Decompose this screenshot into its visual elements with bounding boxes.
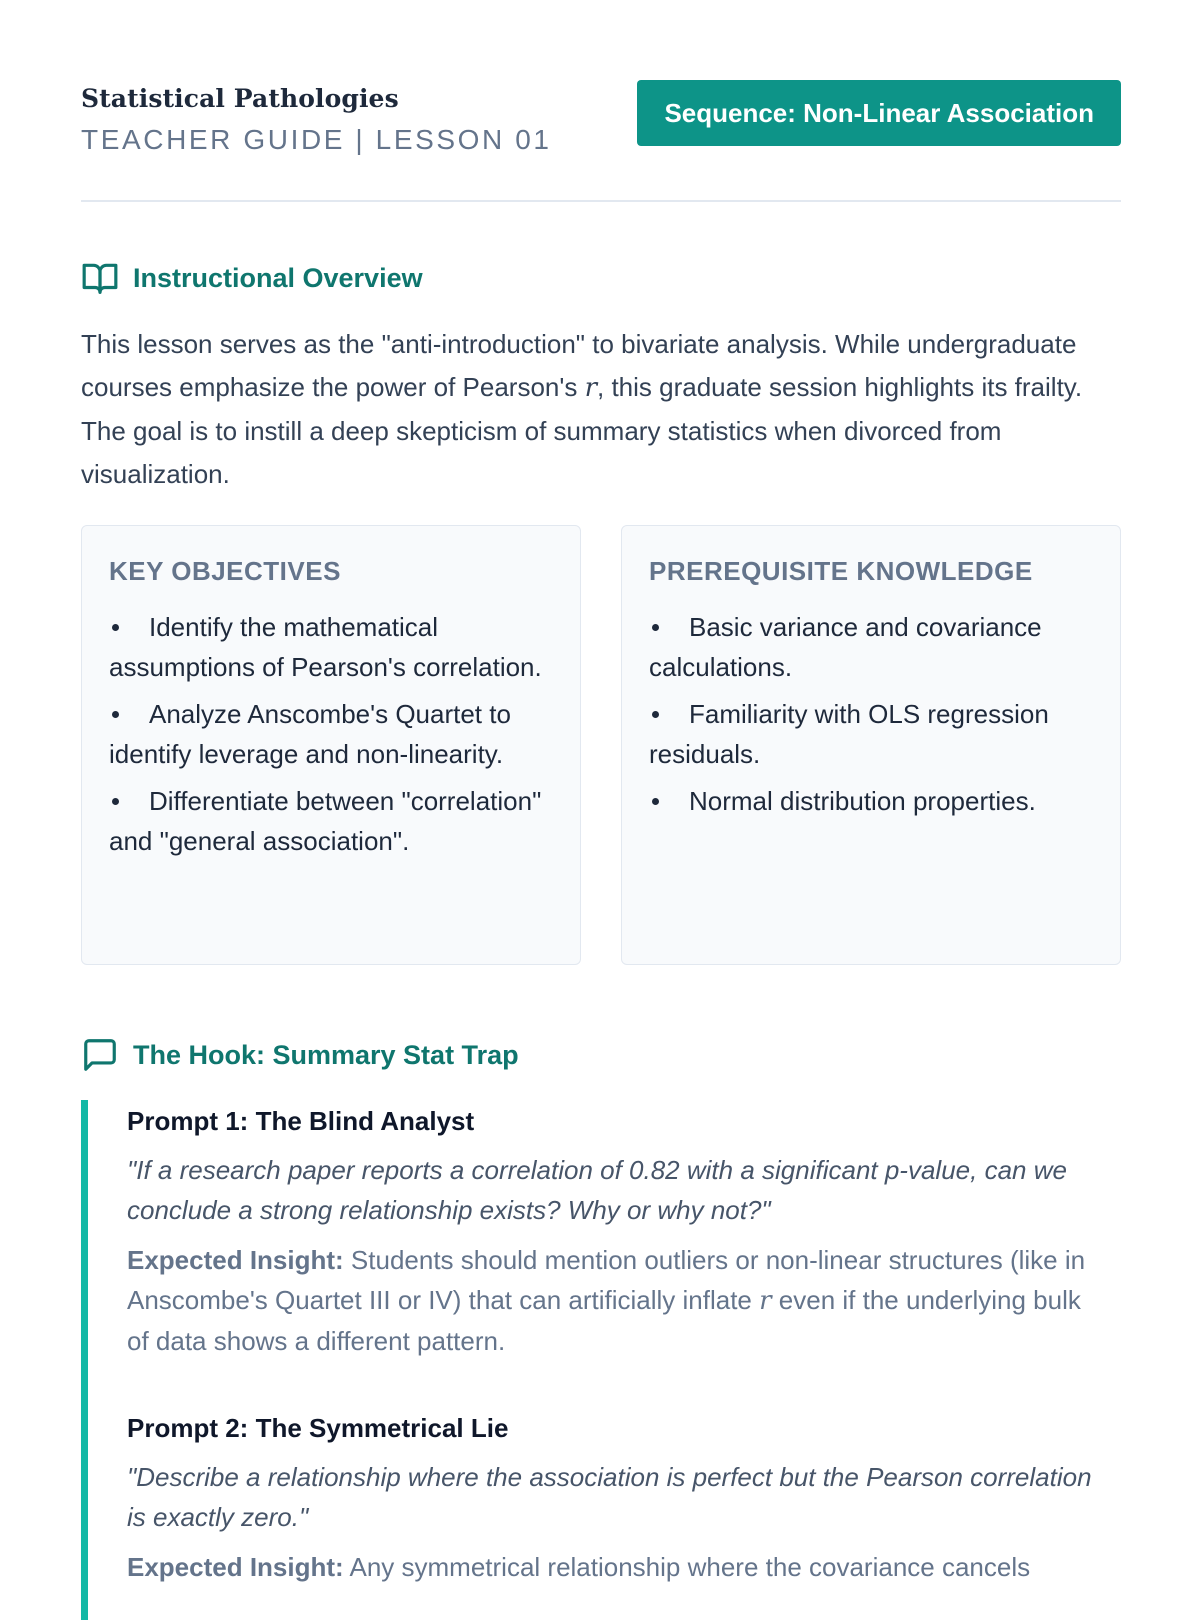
math-r-symbol: r [584,373,597,403]
message-square-icon [81,1036,119,1074]
prompt-2-quote: "Describe a relationship where the association is perfect but the Pearson correlation is exactly zero." [127,1462,1092,1532]
list-item-text: Familiarity with OLS regression residuals. [649,699,1049,769]
document-title: Statistical Pathologies [81,84,399,113]
key-objectives-box [81,525,581,965]
sequence-badge: Sequence: Non-Linear Association [637,80,1121,146]
prompt-2-title: Prompt 2: The Symmetrical Lie [127,1413,509,1443]
hook-heading-label: The Hook: Summary Stat Trap [133,1039,519,1070]
prerequisites-list [649,607,1093,821]
key-objectives-title: KEY OBJECTIVES [109,556,341,586]
prompt-2-insight [127,1547,1107,1587]
bullet-icon [652,711,659,718]
list-item-text: Differentiate between "correlation" and "general association". [109,786,542,856]
prerequisites-box [621,525,1121,965]
overview-heading [81,259,423,297]
list-item-text: Identify the mathematical assumptions of Pearson's correlation. [109,612,542,682]
page-header [81,80,1121,202]
prompt-1-title: Prompt 1: The Blind Analyst [127,1106,475,1136]
list-item [109,694,553,774]
insight-label: Expected Insight: [127,1245,344,1275]
list-item-text: Normal distribution properties. [689,786,1036,816]
book-open-icon [81,259,119,297]
list-item [109,607,553,687]
bullet-icon [652,798,659,805]
overview-paragraph [81,323,1101,496]
list-item [649,607,1093,687]
hook-heading [81,1036,519,1074]
math-r-symbol: r [759,1286,772,1316]
list-item-text: Analyze Anscombe's Quartet to identify leverage and non-linearity. [109,699,511,769]
prerequisites-title: PREREQUISITE KNOWLEDGE [649,556,1033,586]
header-divider [81,200,1121,202]
prompt-2 [127,1411,1107,1587]
bullet-icon [112,624,119,631]
bullet-icon [652,624,659,631]
insight-text-part: even if the underlying bulk of data shows a different pattern. [127,1285,1081,1356]
key-objectives-list [109,607,553,861]
prompt-1-insight [127,1240,1107,1361]
overview-heading-label: Instructional Overview [133,262,423,293]
list-item [109,781,553,861]
document-subtitle: TEACHER GUIDE | LESSON 01 [81,124,552,155]
bullet-icon [112,711,119,718]
overview-text-part: This lesson serves as the "anti-introduction" to bivariate analysis. While undergraduate courses emphasize the power of Pearson's [81,329,1077,402]
list-item [649,694,1093,774]
prompt-1 [127,1104,1107,1361]
prompt-1-quote: "If a research paper reports a correlation of 0.82 with a significant p-value, can we conclude a strong relationship exists? Why or why not?" [127,1155,1067,1225]
insight-text-part: Students should mention outliers or non-linear structures (like in Anscombe's Quartet III or IV) that can artificially inflate [127,1245,1086,1315]
bullet-icon [112,798,119,805]
overview-text-part: , this graduate session highlights its frailty. The goal is to instill a deep skepticism of summary statistics when divorced from visualization. [81,372,1083,489]
insight-text-part: Any symmetrical relationship where the covariance cancels [343,1552,1031,1582]
insight-label: Expected Insight: [127,1552,344,1582]
list-item [649,781,1093,821]
hook-accent-bar [81,1100,88,1620]
list-item-text: Basic variance and covariance calculations. [649,612,1042,682]
